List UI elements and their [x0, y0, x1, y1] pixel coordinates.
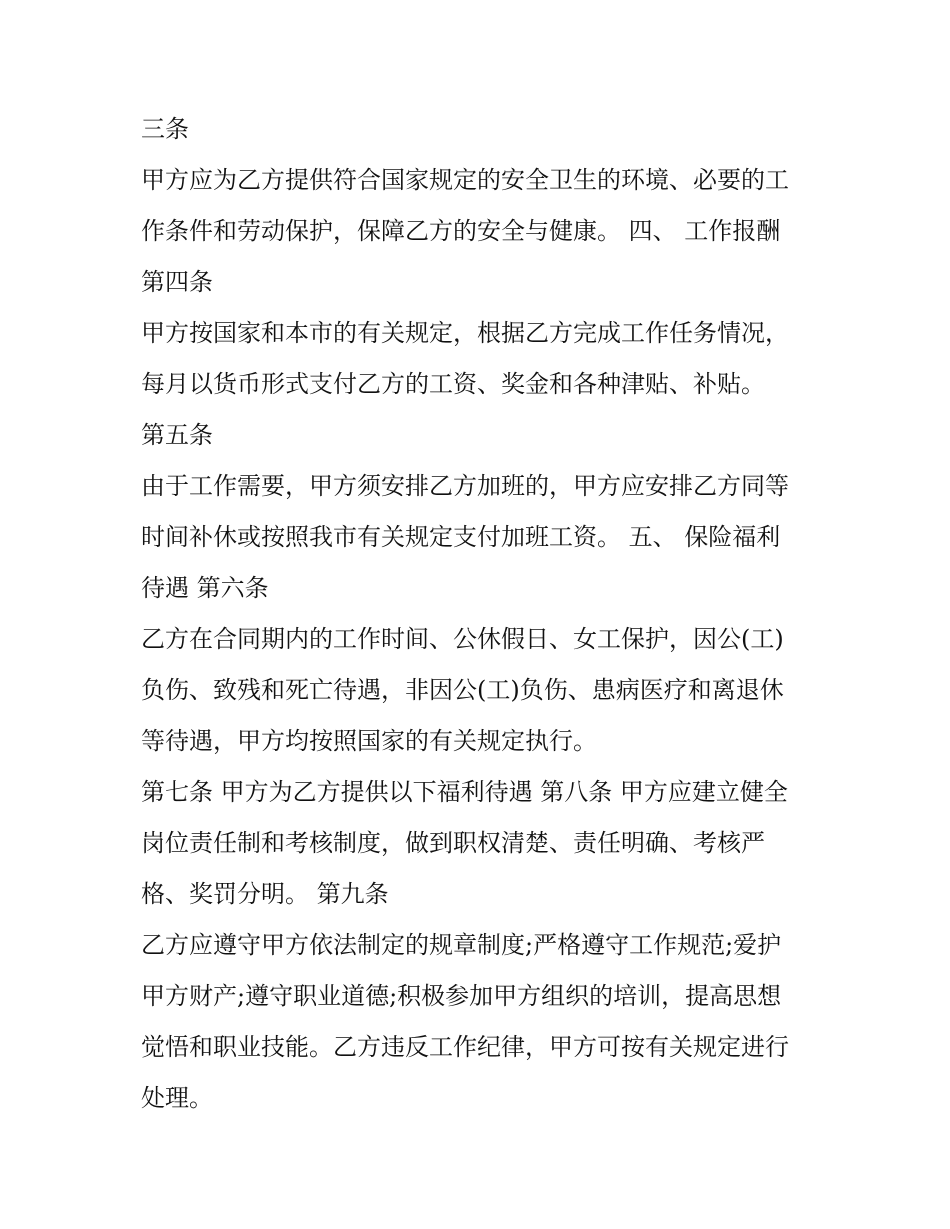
text-line: 时间补休或按照我市有关规定支付加班工资。 五、 保险福利	[141, 523, 781, 551]
text-line: 甲方财产;遵守职业道德;积极参加甲方组织的培训，提高思想	[141, 982, 782, 1010]
document-body	[141, 104, 821, 1124]
text-line: 甲方按国家和本市的有关规定，根据乙方完成工作任务情况，	[141, 319, 789, 347]
text-line: 第四条	[141, 268, 213, 296]
text-line: 等待遇，甲方均按照国家的有关规定执行。	[141, 727, 597, 755]
text-line: 作条件和劳动保护，保障乙方的安全与健康。 四、 工作报酬	[141, 217, 781, 245]
text-line: 第七条 甲方为乙方提供以下福利待遇 第八条 甲方应建立健全	[141, 778, 788, 806]
text-line: 由于工作需要，甲方须安排乙方加班的，甲方应安排乙方同等	[141, 472, 789, 500]
text-line: 处理。	[141, 1084, 213, 1112]
text-line: 觉悟和职业技能。乙方违反工作纪律，甲方可按有关规定进行	[141, 1033, 789, 1061]
text-line: 每月以货币形式支付乙方的工资、奖金和各种津贴、补贴。	[141, 370, 765, 398]
text-line: 三条	[141, 115, 189, 143]
text-line: 第五条	[141, 421, 213, 449]
text-line: 岗位责任制和考核制度，做到职权清楚、责任明确、考核严	[141, 829, 765, 857]
text-line: 乙方在合同期内的工作时间、公休假日、女工保护，因公(工)	[141, 625, 784, 653]
text-line: 乙方应遵守甲方依法制定的规章制度;严格遵守工作规范;爱护	[141, 931, 782, 959]
text-line: 负伤、致残和死亡待遇，非因公(工)负伤、患病医疗和离退休	[141, 676, 784, 704]
text-line: 格、奖罚分明。 第九条	[141, 880, 389, 908]
text-line: 甲方应为乙方提供符合国家规定的安全卫生的环境、必要的工	[141, 166, 789, 194]
text-line: 待遇 第六条	[141, 574, 269, 602]
